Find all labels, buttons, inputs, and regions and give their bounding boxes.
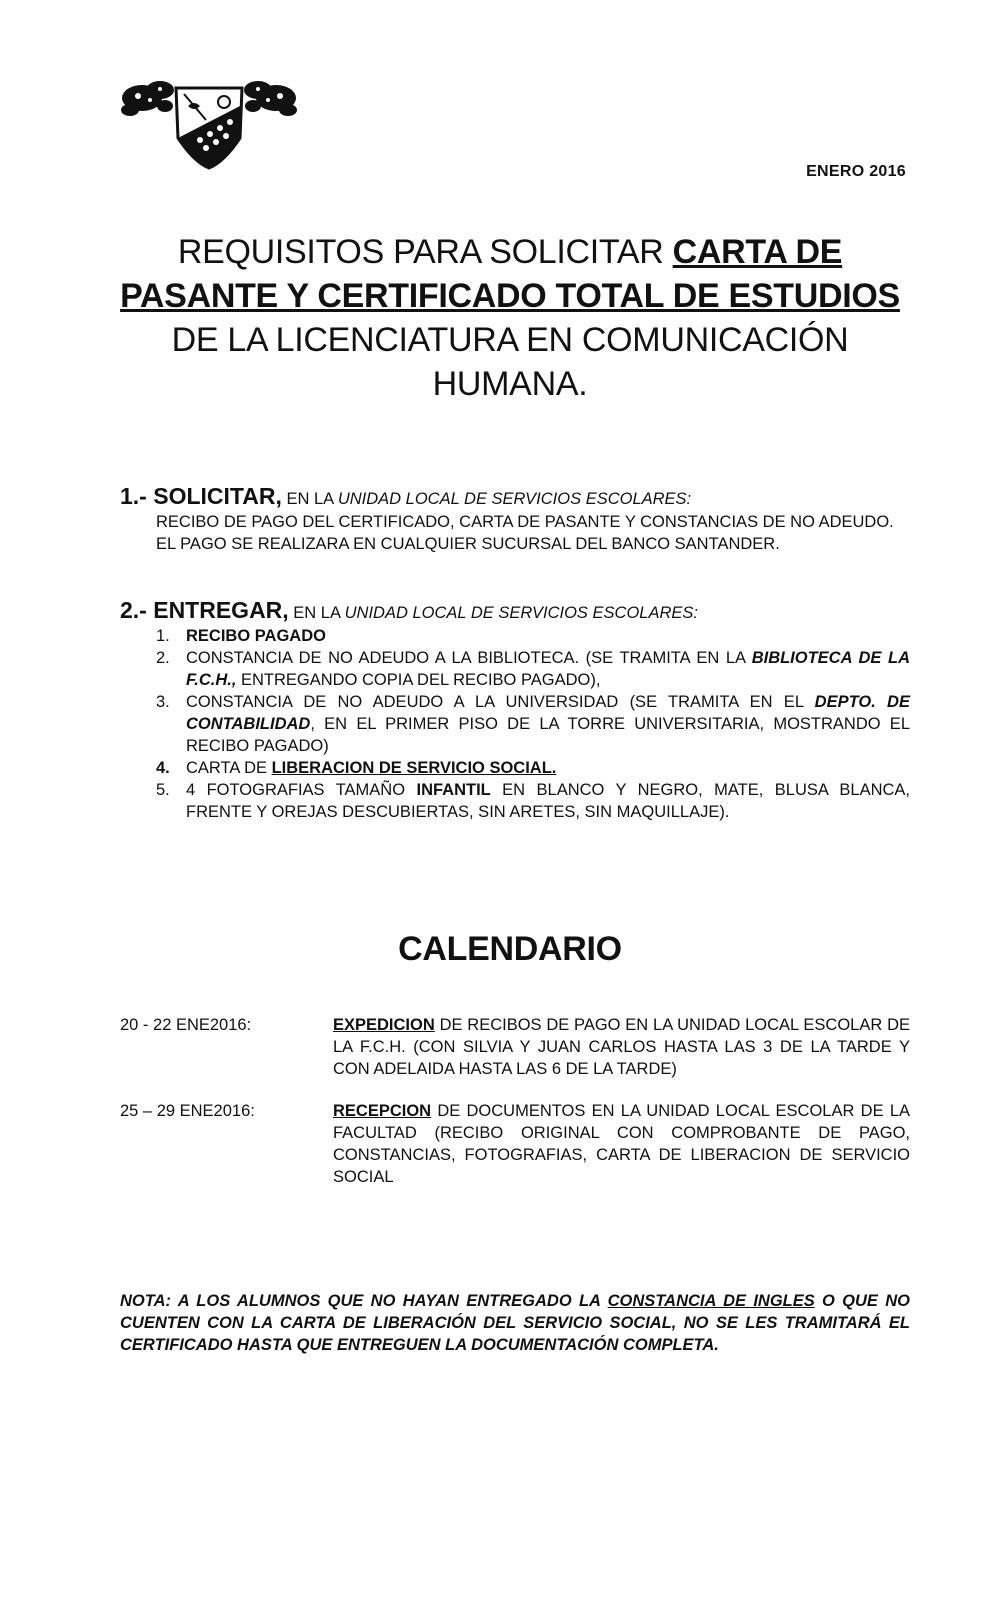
list-text: CONSTANCIA DE NO ADEUDO A LA UNIVERSIDAD (SE TRAMITA EN EL <box>186 693 815 711</box>
title-prefix: REQUISITOS PARA SOLICITAR <box>177 233 673 271</box>
list-text: , EN EL PRIMER PISO DE LA TORRE UNIVERSITARIA, MOSTRANDO EL RECIBO PAGADO) <box>186 715 910 755</box>
university-seal-icon <box>120 76 298 172</box>
section-line: EL PAGO SE REALIZARA EN CUALQUIER SUCURSAL DEL BANCO SANTANDER. <box>156 535 780 553</box>
calendar-description <box>333 1100 910 1188</box>
list-text-emph: INFANTIL <box>416 781 491 799</box>
section-keyword: SOLICITAR, <box>153 483 282 509</box>
list-item <box>156 625 910 647</box>
note-text: NOTA: A LOS ALUMNOS QUE NO HAYAN ENTREGADO LA <box>120 1292 608 1310</box>
section-keyword: ENTREGAR, <box>153 597 289 623</box>
section-solicitar <box>120 484 910 555</box>
section-number: 1.- <box>120 483 154 509</box>
list-text: ENTREGANDO COPIA DEL RECIBO PAGADO), <box>236 671 601 689</box>
requirements-list <box>156 625 910 823</box>
list-item <box>156 691 910 757</box>
section-en-la: EN LA <box>288 604 345 622</box>
calendar-keyword: EXPEDICION <box>333 1016 435 1034</box>
list-number: 3. <box>156 693 170 711</box>
section-en-la: EN LA <box>281 490 338 508</box>
document-date: ENERO 2016 <box>806 163 906 180</box>
section-body <box>156 511 910 555</box>
section-heading <box>120 484 910 511</box>
list-item <box>156 757 910 779</box>
note-paragraph <box>120 1290 910 1356</box>
note-emph: CONSTANCIA DE INGLES <box>607 1292 815 1310</box>
list-number: 1. <box>156 627 170 645</box>
list-text: EN BLANCO Y NEGRO, MATE, BLUSA BLANCA, FRENTE Y OREJAS DESCUBIERTAS, SIN ARETES, SIN MAQUILLAJE). <box>186 781 910 821</box>
section-number: 2.- <box>120 597 154 623</box>
list-text-emph: DEPTO. DE CONTABILIDAD <box>186 693 910 733</box>
document-title <box>120 230 900 406</box>
section-heading <box>120 598 910 625</box>
list-text: CARTA DE <box>186 759 272 777</box>
list-number: 5. <box>156 781 170 799</box>
list-text: 4 FOTOGRAFIAS TAMAÑO <box>186 781 417 799</box>
section-place: UNIDAD LOCAL DE SERVICIOS ESCOLARES: <box>337 490 692 508</box>
calendar-date: 25 – 29 ENE2016: <box>120 1102 255 1120</box>
calendar-date: 20 - 22 ENE2016: <box>120 1016 252 1034</box>
calendar-keyword: RECEPCION <box>333 1102 432 1120</box>
list-text: RECIBO PAGADO <box>186 627 326 645</box>
list-text-emph: LIBERACION DE SERVICIO SOCIAL. <box>271 759 557 777</box>
title-bold: CARTA DE PASANTE Y CERTIFICADO TOTAL DE ESTUDIOS <box>120 233 900 315</box>
list-number: 4. <box>156 759 170 777</box>
list-number: 2. <box>156 649 170 667</box>
section-entregar <box>120 598 910 823</box>
calendar-text: DE RECIBOS DE PAGO EN LA UNIDAD LOCAL ESCOLAR DE LA F.C.H. (CON SILVIA Y JUAN CARLOS HASTA LAS 3 DE LA TARDE Y CON ADELAIDA HASTA LAS 6 DE LA TARDE) <box>333 1016 910 1078</box>
list-text-emph: BIBLIOTECA DE LA F.C.H., <box>186 649 910 689</box>
note-text: O QUE NO CUENTEN CON LA CARTA DE LIBERACIÓN DEL SERVICIO SOCIAL, NO SE LES TRAMITARÁ EL CERTIFICADO HASTA QUE ENTREGUEN LA DOCUMENTACIÓN COMPLETA. <box>120 1292 910 1354</box>
list-item <box>156 647 910 691</box>
calendar-text: DE DOCUMENTOS EN LA UNIDAD LOCAL ESCOLAR DE LA FACULTAD (RECIBO ORIGINAL CON COMPROBANTE DE PAGO, CONSTANCIAS, FOTOGRAFIAS, CARTA DE LIBERACION DE SERVICIO SOCIAL <box>333 1102 910 1186</box>
section-line: RECIBO DE PAGO DEL CERTIFICADO, CARTA DE PASANTE Y CONSTANCIAS DE NO ADEUDO. <box>156 513 894 531</box>
title-suffix: DE LA LICENCIATURA EN COMUNICACIÓN HUMANA. <box>171 321 849 403</box>
calendar-title: CALENDARIO <box>398 930 622 968</box>
list-item <box>156 779 910 823</box>
section-place: UNIDAD LOCAL DE SERVICIOS ESCOLARES: <box>344 604 698 622</box>
calendar-description <box>333 1014 910 1080</box>
list-text: CONSTANCIA DE NO ADEUDO A LA BIBLIOTECA. (SE TRAMITA EN LA <box>186 649 752 667</box>
